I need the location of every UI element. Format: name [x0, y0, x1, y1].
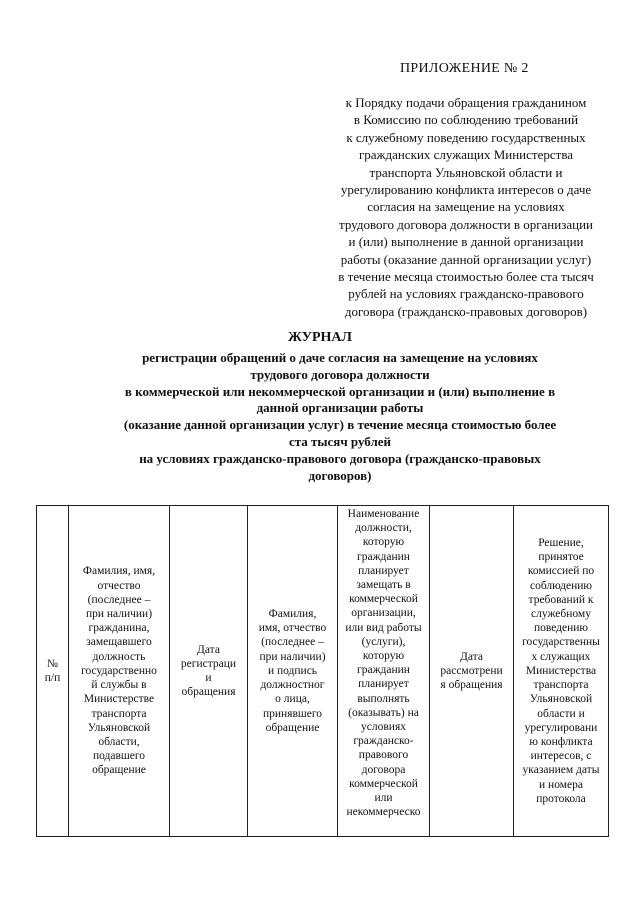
column-header-commission-decision: Решение, принятое комиссией по соблюдению требований к служебному поведению государственны х служащих Министерства транспорта Ульяновской области и урегулировани ю конфликта интересов, с указанием даты и номера протокола — [514, 506, 609, 837]
journal-subtitle-line: трудового договора должности — [250, 366, 430, 382]
journal-subtitle — [90, 350, 590, 484]
journal-subtitle-line: на условиях гражданско-правового договора (гражданско-правовых — [139, 450, 541, 466]
appendix-subtitle-line: рублей на условиях гражданско-правового — [348, 286, 584, 302]
journal-subtitle-line: регистрации обращений о даче согласия на замещение на условиях — [142, 350, 538, 365]
appendix-title: ПРИЛОЖЕНИЕ № 2 — [400, 61, 529, 76]
column-header-applicant-name: Фамилия, имя, отчество (последнее – при наличии) гражданина, замещавшего должность государственно й службы в Министерстве транспорта Ульяновской области, подавшего обращение — [69, 506, 170, 837]
appendix-subtitle-line: транспорта Ульяновской области и — [369, 164, 563, 180]
appendix-subtitle — [312, 94, 620, 320]
journal-subtitle-line: ста тысяч рублей — [288, 433, 392, 449]
column-header-position-or-work: Наименование должности, которую гражданин планирует замещать в коммерческой организации, или вид работы (услуги), которую гражданин планирует выполнять (оказывать) на условиях гражданско- правового договора коммерческой или некоммерческо — [338, 506, 430, 837]
journal-subtitle-line: (оказание данной организации услуг) в течение месяца стоимостью более — [123, 417, 557, 433]
journal-subtitle-line: договоров) — [308, 467, 372, 483]
appendix-subtitle-line: к служебному поведению государственных — [346, 129, 586, 145]
appendix-subtitle-line: согласия на замещение на условиях — [367, 199, 565, 215]
journal-subtitle-line: данной организации работы — [256, 400, 424, 416]
journal-subtitle-line: в коммерческой или некоммерческой организации и (или) выполнение в — [124, 383, 556, 399]
appendix-subtitle-line: гражданских служащих Министерства — [358, 147, 574, 163]
appendix-subtitle-line: урегулированию конфликта интересов о даче — [340, 182, 592, 198]
column-header-review-date: Дата рассмотрени я обращения — [430, 506, 514, 837]
appendix-subtitle-line: договора (гражданско-правовых договоров) — [344, 303, 588, 319]
column-header-number: № п/п — [37, 506, 69, 837]
appendix-subtitle-line: трудового договора должности в организации — [339, 216, 593, 232]
appendix-subtitle-line: в Комиссию по соблюдению требований — [353, 112, 579, 128]
column-header-receiving-official: Фамилия, имя, отчество (последнее – при наличии) и подпись должностног о лица, принявшего обращение — [248, 506, 338, 837]
appendix-subtitle-line: в течение месяца стоимостью более ста тысяч — [338, 269, 594, 285]
column-header-registration-date: Дата регистраци и обращения — [170, 506, 248, 837]
journal-heading: ЖУРНАЛ — [288, 330, 352, 345]
appendix-subtitle-line: к Порядку подачи обращения гражданином — [345, 95, 587, 110]
appendix-subtitle-line: работы (оказание данной организации услуг) — [340, 251, 592, 267]
appendix-subtitle-line: и (или) выполнение в данной организации — [348, 234, 584, 250]
journal-table — [36, 505, 609, 837]
table-header-row — [37, 506, 609, 837]
